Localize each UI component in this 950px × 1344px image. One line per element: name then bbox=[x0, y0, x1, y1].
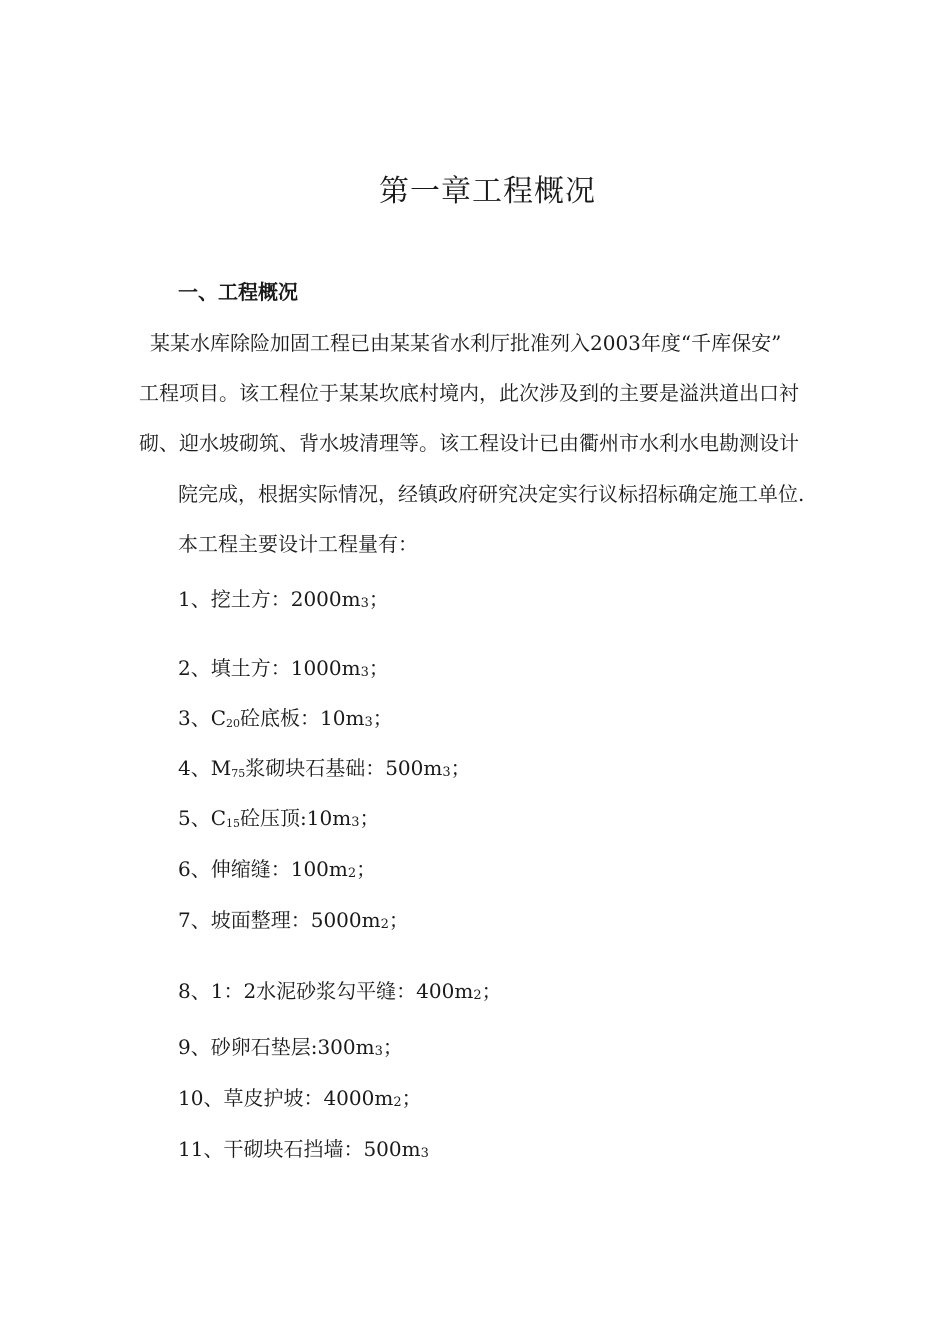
list-item bbox=[178, 652, 389, 689]
item-text: 砼底板：10m bbox=[240, 706, 365, 730]
list-item bbox=[178, 975, 502, 1012]
item-suffix: ； bbox=[368, 656, 389, 680]
item-suffix: ； bbox=[481, 979, 502, 1003]
intro-line-1: 某某水库除险加固工程已由某某省水利厅批准列入2003年度“千库保安” bbox=[150, 331, 782, 355]
item-unit-exponent: 3 bbox=[360, 665, 369, 680]
item-unit-exponent: 2 bbox=[473, 988, 482, 1003]
item-suffix: ； bbox=[368, 587, 389, 611]
item-unit-exponent: 3 bbox=[364, 715, 373, 730]
item-suffix: ； bbox=[388, 908, 409, 932]
item-text: 1、挖土方：2000m bbox=[178, 587, 361, 611]
intro-line-4: 院完成，根据实际情况，经镇政府研究决定实行议标招标确定施工单位. bbox=[178, 482, 805, 506]
item-unit-exponent: 3 bbox=[360, 596, 369, 611]
item-text: 9、砂卵石垫层:300m bbox=[178, 1035, 375, 1059]
quantities-intro: 本工程主要设计工程量有： bbox=[178, 532, 418, 556]
list-item bbox=[178, 802, 379, 840]
list-item bbox=[178, 904, 409, 941]
chapter-title: 第一章工程概况 bbox=[379, 174, 596, 209]
list-item bbox=[178, 853, 376, 890]
item-grade-subscript: 15 bbox=[226, 817, 241, 830]
intro-line-2: 工程项目。该工程位于某某坎底村境内，此次涉及到的主要是溢洪道出口衬 bbox=[139, 381, 799, 405]
item-text: 10、草皮护坡：4000m bbox=[178, 1086, 394, 1110]
item-unit-exponent: 2 bbox=[380, 917, 389, 932]
item-text: 7、坡面整理：5000m bbox=[178, 908, 381, 932]
item-text: 砼压顶:10m bbox=[240, 806, 352, 830]
item-grade-subscript: 20 bbox=[226, 717, 241, 730]
list-item bbox=[178, 752, 471, 790]
item-text: 6、伸缩缝：100m bbox=[178, 857, 348, 881]
item-unit-exponent: 3 bbox=[351, 815, 360, 830]
list-item bbox=[178, 583, 389, 620]
list-item bbox=[178, 1133, 429, 1170]
item-suffix: ； bbox=[359, 806, 380, 830]
intro-line-3: 砌、迎水坡砌筑、背水坡清理等。该工程设计已由衢州市水利水电勘测设计 bbox=[139, 431, 799, 455]
item-text: 2、填土方：1000m bbox=[178, 656, 361, 680]
item-text: 3、C bbox=[178, 706, 227, 730]
item-text: 浆砌块石基础：500m bbox=[245, 756, 443, 780]
item-unit-exponent: 3 bbox=[420, 1146, 429, 1161]
list-item bbox=[178, 1031, 403, 1068]
item-text: 8、1：2水泥砂浆勾平缝：400m bbox=[178, 979, 474, 1003]
list-item bbox=[178, 1082, 422, 1119]
item-suffix: ； bbox=[372, 706, 393, 730]
item-text: 5、C bbox=[178, 806, 227, 830]
item-suffix: ； bbox=[356, 857, 377, 881]
item-unit-exponent: 2 bbox=[347, 866, 357, 881]
item-text: 11、干砌块石挡墙：500m bbox=[178, 1137, 421, 1161]
list-item bbox=[178, 702, 393, 740]
item-unit-exponent: 2 bbox=[393, 1095, 402, 1110]
item-grade-subscript: 75 bbox=[231, 767, 246, 780]
section-heading: 一、工程概况 bbox=[178, 280, 298, 304]
item-unit-exponent: 3 bbox=[374, 1044, 383, 1059]
item-text: 4、M bbox=[178, 756, 232, 780]
item-unit-exponent: 3 bbox=[442, 765, 451, 780]
item-suffix: ； bbox=[450, 756, 471, 780]
item-suffix: ； bbox=[401, 1086, 422, 1110]
item-suffix: ； bbox=[382, 1035, 403, 1059]
